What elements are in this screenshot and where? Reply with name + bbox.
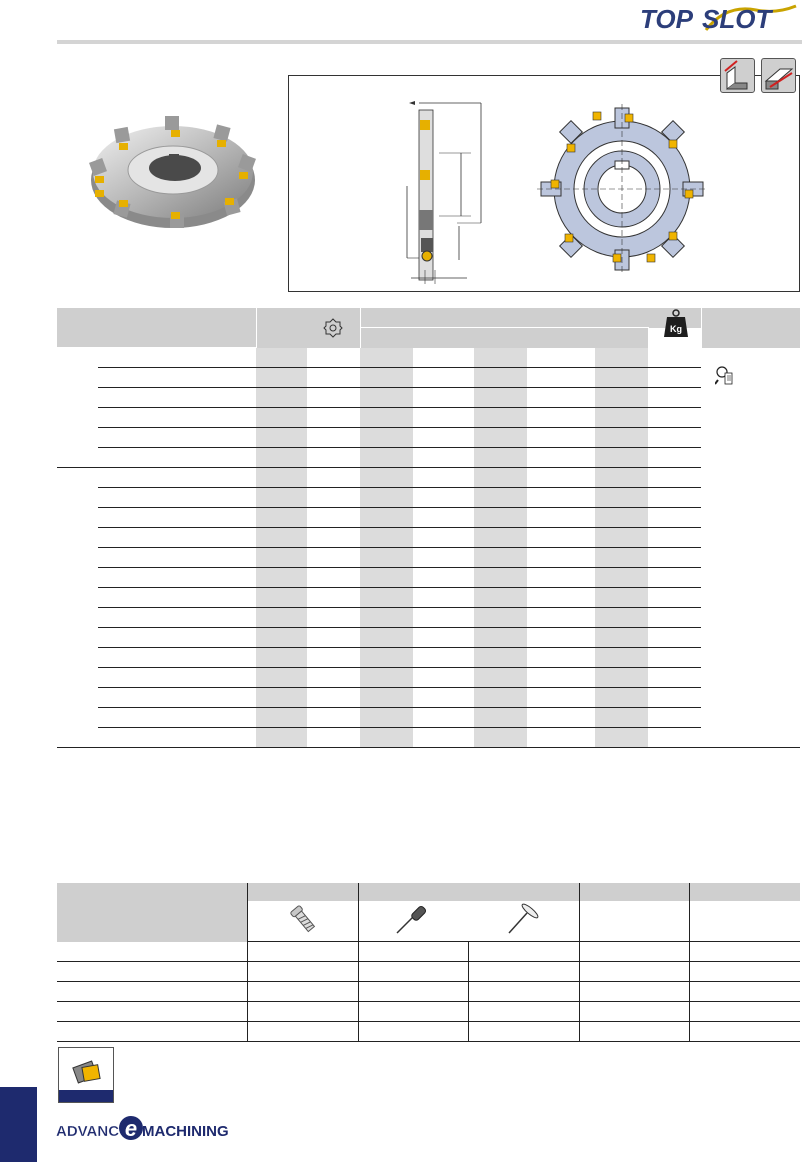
header-designation-cell xyxy=(57,308,256,348)
table-row xyxy=(57,708,800,728)
table-row xyxy=(57,548,800,568)
cutter-side-view-drawing xyxy=(401,98,491,288)
table-row xyxy=(57,982,800,1002)
advance-machining-logo xyxy=(56,1112,228,1142)
side-milling-mode-icon xyxy=(761,58,796,93)
table-row xyxy=(57,608,800,628)
header-rule xyxy=(57,40,802,44)
sprocket-icon xyxy=(323,318,343,338)
svg-text:Kg: Kg xyxy=(669,324,682,335)
parts-header-col5 xyxy=(689,883,800,901)
header-ref-cell xyxy=(701,308,800,348)
table-row xyxy=(57,348,800,368)
table-row xyxy=(57,428,800,448)
ref-column-cell xyxy=(701,348,800,468)
screw-icon xyxy=(286,903,320,935)
table-row xyxy=(57,488,800,508)
parts-screwdriver-cell xyxy=(358,901,468,942)
brand-text-top: TOP xyxy=(640,4,693,34)
parts-col4-cell xyxy=(579,901,689,942)
table-row xyxy=(57,528,800,548)
parts-header-col4 xyxy=(579,883,689,901)
cutter-specification-table xyxy=(57,308,800,748)
table-row xyxy=(57,448,800,468)
cutter-front-view-drawing xyxy=(537,104,707,274)
parts-header-screw xyxy=(247,883,358,901)
table-row xyxy=(57,688,800,708)
logo-text-e: e xyxy=(124,1116,138,1141)
table-row xyxy=(57,1022,800,1042)
parts-col5-cell xyxy=(689,901,800,942)
torque-key-icon xyxy=(503,903,543,935)
header-teeth-cell xyxy=(256,308,360,348)
table-row xyxy=(57,468,800,488)
table-row xyxy=(57,368,800,388)
technical-drawing-frame xyxy=(288,75,800,292)
table-row xyxy=(57,728,800,748)
table-row xyxy=(57,408,800,428)
table-row xyxy=(57,568,800,588)
logo-text-machining: MACHINING xyxy=(142,1123,228,1140)
parts-header-designation xyxy=(57,883,247,942)
brand-text-slot: SLOT xyxy=(702,4,772,34)
screwdriver-icon xyxy=(393,903,433,935)
parts-key-cell xyxy=(468,901,579,942)
table-row xyxy=(57,648,800,668)
table-row xyxy=(57,588,800,608)
table-row xyxy=(57,628,800,648)
table-row xyxy=(57,962,800,982)
topslot-logo xyxy=(636,0,806,40)
logo-text-advanc: ADVANC xyxy=(56,1123,120,1140)
cutter-product-image xyxy=(85,110,260,235)
weight-icon xyxy=(663,308,689,338)
note-book-icon[interactable] xyxy=(58,1047,114,1103)
section-side-tab xyxy=(0,1087,37,1162)
header-subdim-cell xyxy=(360,328,648,348)
table-row xyxy=(57,508,800,528)
table-row xyxy=(57,388,800,408)
spare-parts-table xyxy=(57,883,800,1042)
table-row xyxy=(57,668,800,688)
table-row xyxy=(57,942,800,962)
table-row xyxy=(57,1002,800,1022)
magnifier-icon[interactable] xyxy=(715,365,733,385)
parts-header-tools xyxy=(358,883,579,901)
parts-screw-cell xyxy=(247,901,358,942)
header-weight-cell xyxy=(648,308,701,335)
slotting-mode-icon xyxy=(720,58,755,93)
